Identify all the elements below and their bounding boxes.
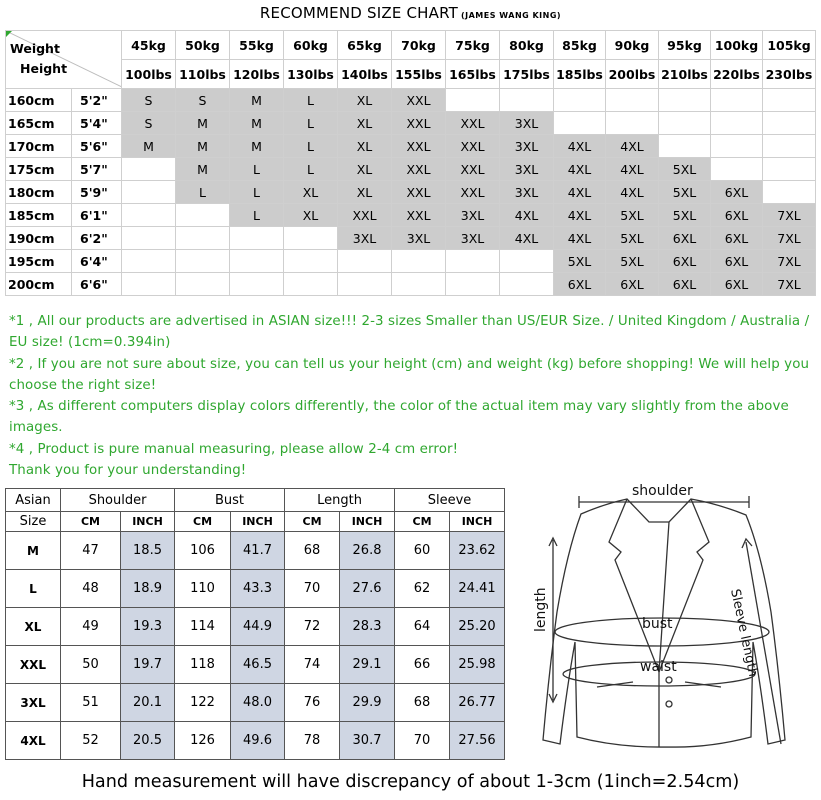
size-cell: M [176,135,230,158]
value-cm: 60 [395,532,450,570]
value-cm: 52 [61,722,121,760]
size-cell: 6XL [606,273,659,296]
value-cm: 48 [61,570,121,608]
size-cell: 7XL [763,273,816,296]
unit-cm: CM [395,512,450,532]
value-inch: 20.1 [121,684,175,722]
size-cell: XXL [392,181,446,204]
unit-cm: CM [285,512,340,532]
value-inch: 26.8 [340,532,395,570]
size-cell: L [284,89,338,112]
size-cell: XXL [392,158,446,181]
size-cell [284,250,338,273]
weight-lbs-3: 130lbs [284,60,338,89]
footer-note: Hand measurement will have discrepancy of about 1-3cm (1inch=2.54cm) [81,772,740,792]
value-cm: 68 [285,532,340,570]
size-cell: XXL [392,89,446,112]
size-cell [500,250,554,273]
value-cm: 72 [285,608,340,646]
size-cell: 6XL [711,227,763,250]
chart-title-main: RECOMMEND SIZE CHART [259,4,458,22]
group-header-length: Length [285,489,395,512]
value-inch: 29.9 [340,684,395,722]
weight-height-corner [6,31,122,89]
size-cell: 5XL [659,181,711,204]
height-inch: 6'2" [72,227,122,250]
asian-size: M [6,532,61,570]
size-cell: 7XL [763,250,816,273]
size-cell: M [230,135,284,158]
size-cell: 4XL [606,158,659,181]
weight-lbs-5: 155lbs [392,60,446,89]
size-cell: XXL [446,181,500,204]
size-cell: 3XL [500,135,554,158]
height-cm: 185cm [6,204,72,227]
size-cell: L [284,158,338,181]
value-inch: 18.9 [121,570,175,608]
weight-kg-10: 95kg [659,31,711,60]
measurement-group-header [6,489,505,512]
size-cell: L [230,204,284,227]
sleeve-length-label: Sleeve length [727,587,761,679]
size-cell [763,181,816,204]
height-inch: 5'7" [72,158,122,181]
height-cm: 175cm [6,158,72,181]
weight-lbs-11: 220lbs [711,60,763,89]
measurement-row [6,722,505,760]
size-cell: 3XL [500,181,554,204]
size-cell: 6XL [554,273,606,296]
value-inch: 29.1 [340,646,395,684]
size-cell: 5XL [606,204,659,227]
size-cell: 3XL [338,227,392,250]
measurement-row [6,684,505,722]
size-cell [446,273,500,296]
value-inch: 19.7 [121,646,175,684]
size-cell: M [230,112,284,135]
measurement-table [5,488,505,760]
height-cm: 200cm [6,273,72,296]
size-cell [338,250,392,273]
weight-kg-6: 75kg [446,31,500,60]
group-header-sleeve: Sleeve [395,489,505,512]
size-cell: S [122,112,176,135]
weight-lbs-1: 110lbs [176,60,230,89]
unit-inch: INCH [121,512,175,532]
value-cm: 76 [285,684,340,722]
weight-kg-1: 50kg [176,31,230,60]
value-cm: 114 [175,608,231,646]
size-cell: XL [338,181,392,204]
weight-label: Weight [10,41,60,56]
asian-size: XXL [6,646,61,684]
size-cell: XL [284,204,338,227]
measurement-unit-header [6,512,505,532]
value-inch: 41.7 [231,532,285,570]
value-cm: 70 [285,570,340,608]
size-cell: 5XL [659,204,711,227]
height-row [6,135,816,158]
size-cell: L [284,135,338,158]
size-cell: 4XL [500,204,554,227]
height-inch: 5'9" [72,181,122,204]
height-cm: 180cm [6,181,72,204]
asian-size-header-bottom: Size [6,512,61,532]
size-cell [763,135,816,158]
size-cell [176,250,230,273]
height-row [6,273,816,296]
size-cell: XL [284,181,338,204]
value-inch: 23.62 [450,532,505,570]
size-cell: 6XL [659,250,711,273]
recommend-size-table [5,30,816,296]
size-cell: XL [338,158,392,181]
size-cell [500,89,554,112]
height-inch: 5'2" [72,89,122,112]
value-inch: 27.6 [340,570,395,608]
size-cell [122,250,176,273]
size-cell [122,181,176,204]
weight-kg-0: 45kg [122,31,176,60]
size-cell: 6XL [711,181,763,204]
weight-kg-5: 70kg [392,31,446,60]
size-cell [763,89,816,112]
value-cm: 118 [175,646,231,684]
value-cm: 51 [61,684,121,722]
height-row [6,227,816,250]
size-cell: 6XL [711,204,763,227]
height-cm: 190cm [6,227,72,250]
value-cm: 122 [175,684,231,722]
weight-kg-9: 90kg [606,31,659,60]
value-cm: 62 [395,570,450,608]
value-inch: 19.3 [121,608,175,646]
value-inch: 49.6 [231,722,285,760]
size-cell [711,89,763,112]
asian-size-header-top: Asian [6,489,61,512]
unit-inch: INCH [340,512,395,532]
size-cell: 5XL [606,227,659,250]
size-cell [176,273,230,296]
weight-lbs-12: 230lbs [763,60,816,89]
weight-kg-8: 85kg [554,31,606,60]
value-cm: 66 [395,646,450,684]
weight-lbs-4: 140lbs [338,60,392,89]
height-row [6,181,816,204]
size-cell: 4XL [554,135,606,158]
value-cm: 64 [395,608,450,646]
measurement-row [6,532,505,570]
size-cell [392,273,446,296]
value-inch: 24.41 [450,570,505,608]
size-cell: L [230,158,284,181]
height-cm: 160cm [6,89,72,112]
size-cell: S [122,89,176,112]
size-cell [763,158,816,181]
size-cell [606,112,659,135]
value-cm: 74 [285,646,340,684]
bust-label: bust [642,616,673,632]
size-cell: XXL [446,158,500,181]
value-inch: 25.98 [450,646,505,684]
size-cell [446,250,500,273]
size-cell: S [176,89,230,112]
size-cell [284,227,338,250]
size-cell [230,273,284,296]
value-cm: 47 [61,532,121,570]
asian-size: L [6,570,61,608]
height-inch: 6'1" [72,204,122,227]
size-cell: 4XL [554,227,606,250]
unit-inch: INCH [231,512,285,532]
height-row [6,89,816,112]
size-cell: XL [338,89,392,112]
shoulder-label: shoulder [632,483,693,499]
size-cell: 5XL [606,250,659,273]
size-cell [659,112,711,135]
height-row [6,250,816,273]
value-cm: 110 [175,570,231,608]
weight-lbs-9: 200lbs [606,60,659,89]
asian-size: 4XL [6,722,61,760]
value-inch: 26.77 [450,684,505,722]
asian-size: XL [6,608,61,646]
value-inch: 48.0 [231,684,285,722]
size-cell [500,273,554,296]
size-cell: XXL [392,204,446,227]
unit-inch: INCH [450,512,505,532]
jacket-diagram [509,482,816,764]
size-cell [711,135,763,158]
size-cell: 4XL [554,181,606,204]
size-cell [122,158,176,181]
size-cell: M [122,135,176,158]
size-cell [659,135,711,158]
size-cell [554,89,606,112]
waist-label: waist [640,659,677,675]
weight-kg-row [6,31,816,60]
weight-lbs-8: 185lbs [554,60,606,89]
size-cell: 4XL [554,158,606,181]
size-cell: XXL [392,135,446,158]
height-inch: 6'4" [72,250,122,273]
size-cell [122,273,176,296]
chart-title [0,4,821,22]
size-cell: 4XL [554,204,606,227]
size-cell: M [176,112,230,135]
size-cell: XXL [446,135,500,158]
size-cell [230,250,284,273]
weight-lbs-0: 100lbs [122,60,176,89]
height-inch: 6'6" [72,273,122,296]
size-cell: 6XL [711,273,763,296]
measurement-row [6,646,505,684]
size-cell: L [284,112,338,135]
weight-lbs-10: 210lbs [659,60,711,89]
value-inch: 18.5 [121,532,175,570]
size-cell: 5XL [554,250,606,273]
value-inch: 46.5 [231,646,285,684]
size-cell: 3XL [500,112,554,135]
size-cell: L [230,181,284,204]
size-cell: 5XL [659,158,711,181]
size-cell: 4XL [606,181,659,204]
size-cell: L [176,181,230,204]
weight-kg-4: 65kg [338,31,392,60]
height-label: Height [20,61,68,76]
size-cell: 6XL [711,250,763,273]
weight-kg-7: 80kg [500,31,554,60]
size-cell: XL [338,112,392,135]
height-inch: 5'4" [72,112,122,135]
value-cm: 68 [395,684,450,722]
size-cell: 6XL [659,273,711,296]
size-cell: 4XL [606,135,659,158]
measurement-row [6,570,505,608]
length-label: length [533,587,549,632]
notes-block [9,311,814,481]
note-3: *3 , As different computers display colors differently, the color of the actual item may vary slightly from the above images. [9,399,789,436]
size-cell [659,89,711,112]
height-inch: 5'6" [72,135,122,158]
size-cell [711,112,763,135]
value-inch: 20.5 [121,722,175,760]
chart-title-brand: (JAMES WANG KING) [460,11,562,20]
value-cm: 50 [61,646,121,684]
weight-kg-3: 60kg [284,31,338,60]
group-header-shoulder: Shoulder [61,489,175,512]
weight-lbs-6: 165lbs [446,60,500,89]
height-row [6,158,816,181]
size-cell [606,89,659,112]
weight-kg-12: 105kg [763,31,816,60]
weight-kg-11: 100kg [711,31,763,60]
size-cell: M [176,158,230,181]
size-cell [284,273,338,296]
size-cell [392,250,446,273]
height-cm: 195cm [6,250,72,273]
size-cell: 3XL [446,227,500,250]
measurement-row [6,608,505,646]
size-cell: 3XL [500,158,554,181]
value-cm: 78 [285,722,340,760]
size-cell [554,112,606,135]
unit-cm: CM [61,512,121,532]
size-cell [122,227,176,250]
size-cell: 3XL [392,227,446,250]
value-cm: 70 [395,722,450,760]
size-cell [176,227,230,250]
size-cell [230,227,284,250]
size-cell: XL [338,135,392,158]
note-1: *1 , All our products are advertised in ASIAN size!!! 2-3 sizes Smaller than US/EUR Size. / United Kingdom / Australia / EU size! (1cm=0.394in) [9,314,810,351]
size-cell: 7XL [763,227,816,250]
size-cell [122,204,176,227]
size-cell [763,112,816,135]
value-inch: 27.56 [450,722,505,760]
weight-lbs-2: 120lbs [230,60,284,89]
size-cell [711,158,763,181]
size-cell: 6XL [659,227,711,250]
value-cm: 126 [175,722,231,760]
asian-size: 3XL [6,684,61,722]
height-row [6,112,816,135]
weight-lbs-7: 175lbs [500,60,554,89]
height-cm: 165cm [6,112,72,135]
size-cell: XXL [392,112,446,135]
group-header-bust: Bust [175,489,285,512]
value-inch: 44.9 [231,608,285,646]
value-cm: 106 [175,532,231,570]
note-2: *2 , If you are not sure about size, you can tell us your height (cm) and weight (kg) before shopping! We will help you choose the right size! [9,356,810,393]
value-inch: 25.20 [450,608,505,646]
size-cell: 3XL [446,204,500,227]
corner-diagonal-line [6,31,122,87]
size-cell: M [230,89,284,112]
note-4: *4 , Product is pure manual measuring, please allow 2-4 cm error! [9,441,459,457]
note-thanks: Thank you for your understanding! [9,463,247,479]
value-cm: 49 [61,608,121,646]
size-cell: 4XL [500,227,554,250]
height-row [6,204,816,227]
size-cell: XXL [446,112,500,135]
weight-lbs-row [6,60,816,89]
size-cell [446,89,500,112]
value-inch: 28.3 [340,608,395,646]
size-cell: XXL [338,204,392,227]
height-cm: 170cm [6,135,72,158]
size-cell [338,273,392,296]
size-cell: 7XL [763,204,816,227]
weight-kg-2: 55kg [230,31,284,60]
value-inch: 30.7 [340,722,395,760]
size-cell [176,204,230,227]
unit-cm: CM [175,512,231,532]
value-inch: 43.3 [231,570,285,608]
